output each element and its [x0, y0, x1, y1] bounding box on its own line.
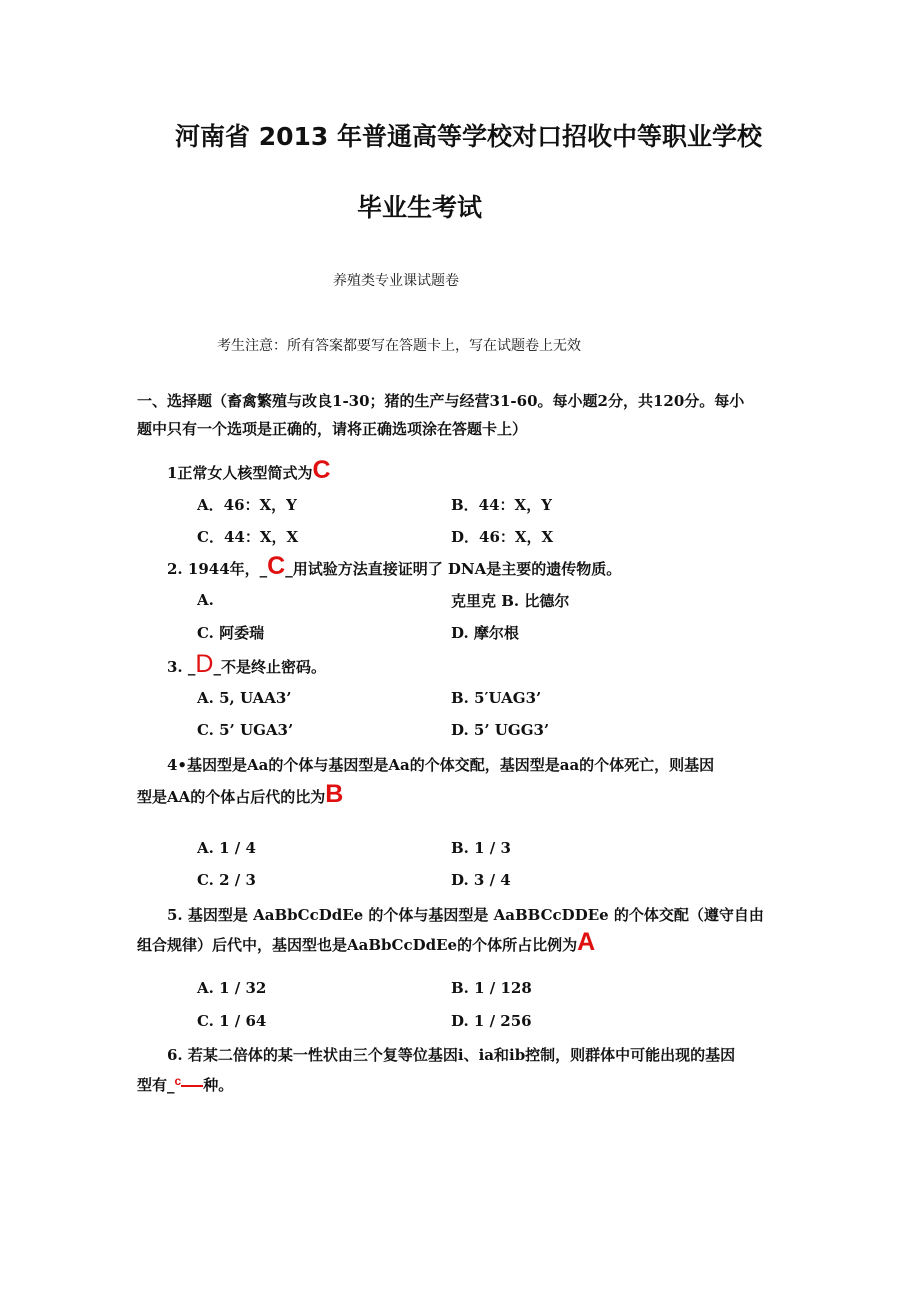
option-d: D. 摩尔根 — [451, 624, 519, 642]
question-stem-text: 型有_ — [137, 1076, 175, 1094]
option-d: D．46：X，X — [451, 528, 554, 546]
question-stem-text: _不是终止密码。 — [213, 658, 326, 676]
option-a: A. 5, UAA3’ — [197, 689, 292, 707]
option-c: C. 2 / 3 — [197, 871, 256, 889]
option-d: D. 3 / 4 — [451, 871, 511, 889]
answer-mark: A — [577, 928, 596, 956]
option-b: B．44：X，Y — [451, 496, 552, 514]
question-stem-text: 1正常女人核型简式为 — [167, 464, 313, 482]
question-6-stem-line2 — [137, 1074, 233, 1095]
option-b: B. 5′UAG3’ — [451, 689, 542, 707]
question-4-stem-line2 — [137, 782, 343, 807]
question-5-stem-line2 — [137, 930, 595, 955]
question-6-stem-line1: 6. 若某二倍体的某一性状由三个复等位基因i、ia和ib控制，则群体中可能出现的基因 — [167, 1046, 736, 1064]
page-title-line1: 河南省 2013 年普通高等学校对口招收中等职业学校 — [175, 122, 762, 151]
question-1-stem — [167, 458, 331, 483]
answer-mark: C — [312, 456, 331, 484]
option-c: C. 1 / 64 — [197, 1012, 267, 1030]
section-heading-line2: 题中只有一个选项是正确的，请将正确选项涂在答题卡上） — [137, 420, 528, 438]
question-3-stem — [167, 652, 326, 677]
question-stem-text: 种。 — [203, 1076, 234, 1094]
question-2-stem — [167, 554, 621, 579]
question-stem-text: 3. _ — [167, 658, 196, 676]
section-heading-line1: 一、选择题（畜禽繁殖与改良1-30；猪的生产与经营31-60。每小题2分，共120分。每小 — [137, 392, 745, 410]
question-stem-text: _用试验方法直接证明了 DNA是主要的遗传物质。 — [285, 560, 622, 578]
question-stem-text: 组合规律）后代中，基因型也是AaBbCcDdEe的个体所占比例为 — [137, 936, 578, 954]
answer-mark: C — [267, 552, 286, 580]
option-c: C. 5’ UGA3’ — [197, 721, 294, 739]
question-5-stem-line1: 5. 基因型是 AaBbCcDdEe 的个体与基因型是 AaBBCcDDEe 的个体交配（遵守自由 — [167, 906, 764, 924]
option-d: D. 5’ UGG3’ — [451, 721, 550, 739]
option-c: C．44：X，X — [197, 528, 299, 546]
option-d: D. 1 / 256 — [451, 1012, 532, 1030]
option-a: A．46：X，Y — [197, 496, 297, 514]
option-a: A. 1 / 4 — [197, 839, 256, 857]
exam-notice: 考生注意：所有答案都要写在答题卡上，写在试题卷上无效 — [217, 338, 581, 354]
option-a: A. 1 / 32 — [197, 979, 267, 997]
answer-mark: c — [174, 1074, 182, 1088]
option-a: A. — [197, 591, 214, 609]
page-title-line2: 毕业生考试 — [357, 193, 483, 222]
answer-mark: B — [325, 780, 344, 808]
option-c: C. 阿委瑞 — [197, 624, 265, 642]
option-b: B. 1 / 128 — [451, 979, 532, 997]
question-4-stem-line1: 4•基因型是Aa的个体与基因型是Aa的个体交配，基因型是aa的个体死亡，则基因 — [167, 756, 715, 774]
answer-dash — [181, 1085, 203, 1087]
option-b: B. 1 / 3 — [451, 839, 511, 857]
question-stem-text: 型是AA的个体占后代的比为 — [137, 788, 326, 806]
answer-mark: D — [195, 650, 214, 678]
question-stem-text: 2. 1944年，_ — [167, 560, 268, 578]
option-b: 克里克 B. 比德尔 — [451, 592, 570, 610]
page-subtitle: 养殖类专业课试题卷 — [333, 273, 459, 289]
